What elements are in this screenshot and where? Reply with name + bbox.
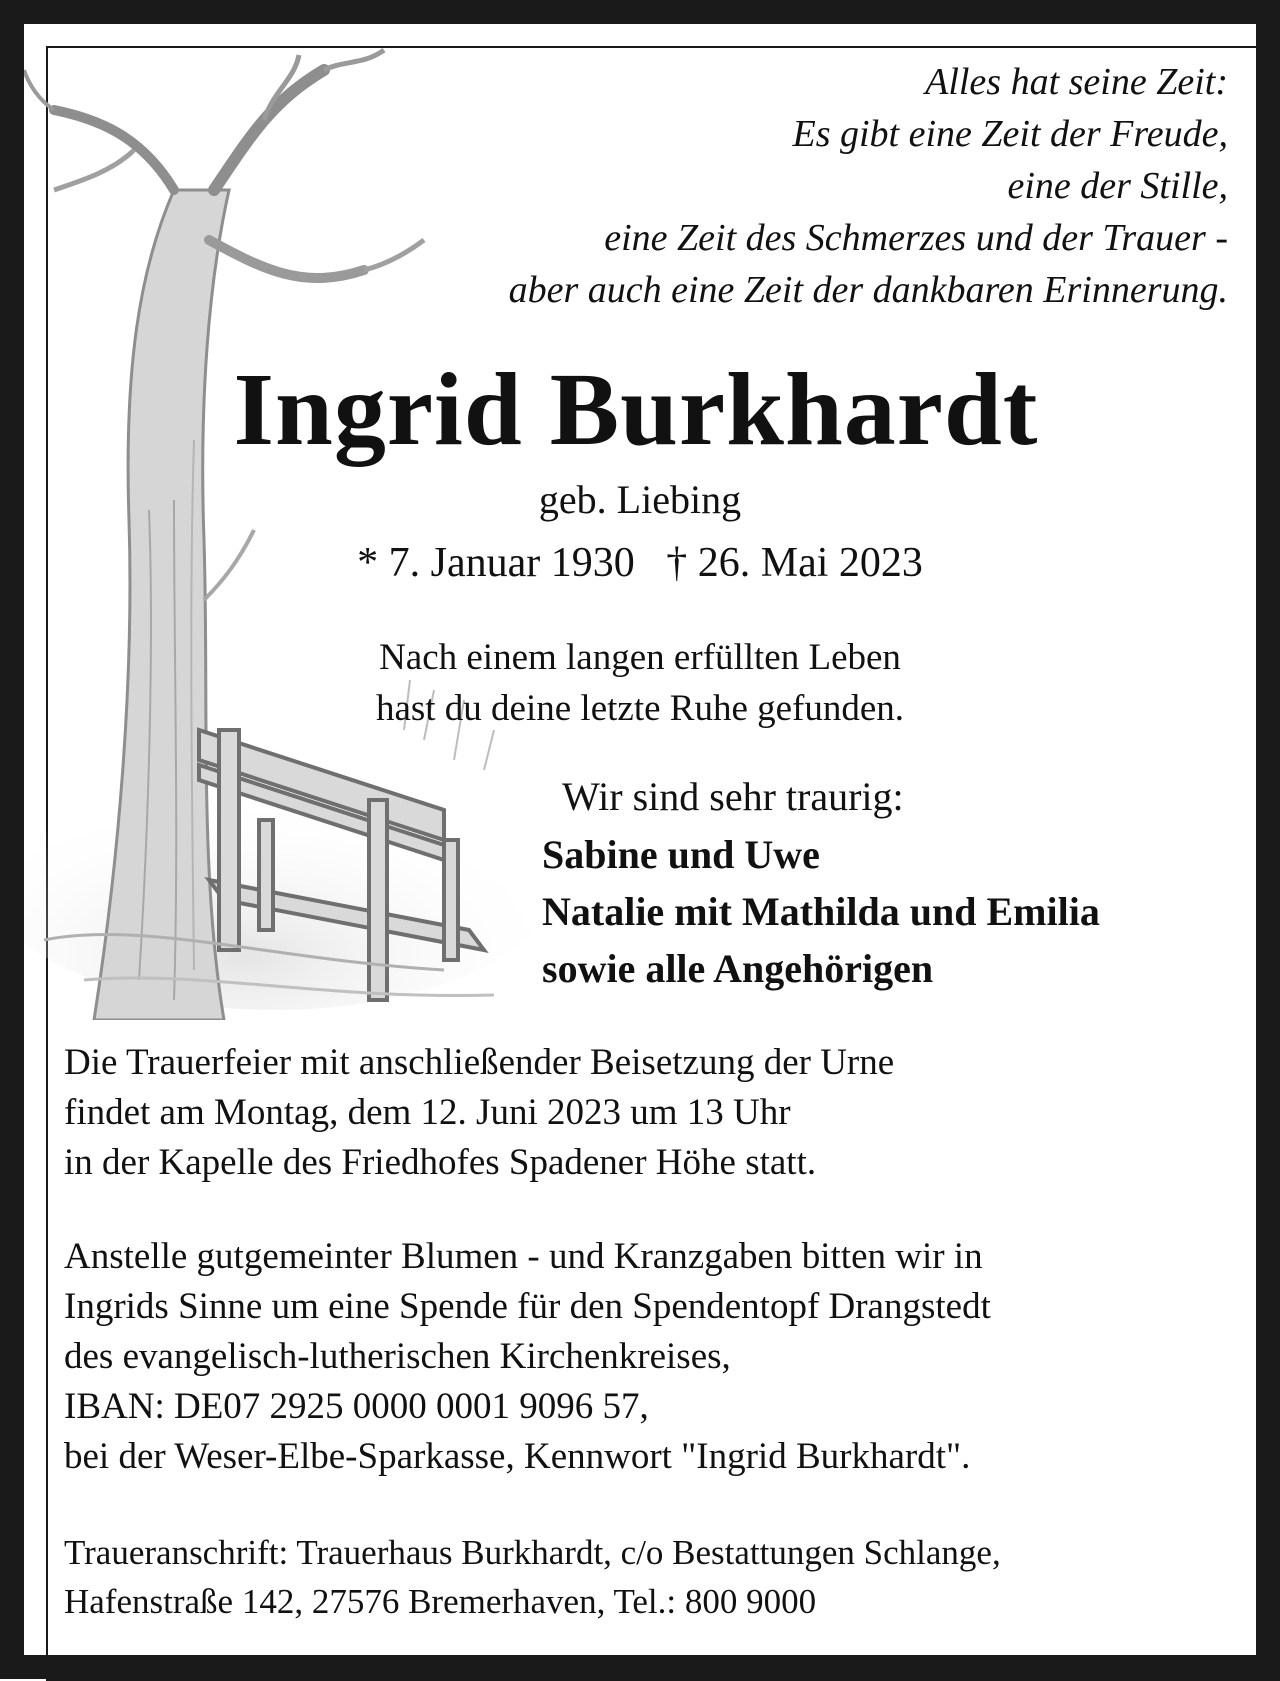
poem-line: Alles hat seine Zeit: — [925, 61, 1228, 103]
service-line: findet am Montag, dem 12. Juni 2023 um 13 Uhr — [64, 1092, 791, 1133]
donation-iban: IBAN: DE07 2925 0000 0001 9096 57, — [64, 1386, 649, 1427]
poem — [509, 56, 1228, 316]
poem-line: eine der Stille, — [1007, 165, 1228, 207]
deceased-name-text: Ingrid Burkhardt — [233, 352, 1039, 467]
mourner-name: sowie alle Angehörigen — [542, 946, 934, 991]
birth-name: geb. Liebing — [538, 477, 742, 522]
service-info — [64, 1038, 894, 1188]
poem-line: eine Zeit des Schmerzes und der Trauer - — [604, 217, 1228, 259]
service-line: in der Kapelle des Friedhofes Spadener Höhe statt. — [64, 1142, 817, 1183]
deceased-name — [0, 350, 1280, 470]
service-line: Die Trauerfeier mit anschließender Beisetzung der Urne — [64, 1042, 895, 1083]
donation-line: des evangelisch-lutherischen Kirchenkreises, — [64, 1336, 731, 1377]
closing-line: Nach einem langen erfüllten Leben — [379, 637, 901, 678]
mourning-address — [64, 1528, 1001, 1626]
mourner-name: Natalie mit Mathilda und Emilia — [542, 889, 1100, 934]
poem-line: aber auch eine Zeit der dankbaren Erinnerung. — [508, 269, 1228, 311]
address-line: Hafenstraße 142, 27576 Bremerhaven, Tel.: 800 9000 — [64, 1582, 817, 1621]
donation-info — [64, 1232, 991, 1482]
donation-line: Anstelle gutgemeinter Blumen - und Kranzgaben bitten wir in — [64, 1236, 983, 1277]
mourners-list — [542, 826, 1100, 997]
mourner-name: Sabine und Uwe — [542, 832, 820, 877]
poem-line: Es gibt eine Zeit der Freude, — [792, 113, 1228, 155]
address-line: Traueranschrift: Trauerhaus Burkhardt, c/o Bestattungen Schlange, — [64, 1533, 1001, 1572]
mourners-intro: Wir sind sehr traurig: — [562, 774, 904, 819]
tree-and-bench-illustration — [24, 40, 584, 1020]
life-dates: * 7. Januar 1930 † 26. Mai 2023 — [357, 540, 923, 586]
closing-line: hast du deine letzte Ruhe gefunden. — [375, 688, 905, 729]
donation-line: Ingrids Sinne um eine Spende für den Spendentopf Drangstedt — [64, 1286, 991, 1327]
donation-line: bei der Weser-Elbe-Sparkasse, Kennwort "Ingrid Burkhardt". — [64, 1436, 971, 1477]
closing-words — [0, 632, 1280, 734]
